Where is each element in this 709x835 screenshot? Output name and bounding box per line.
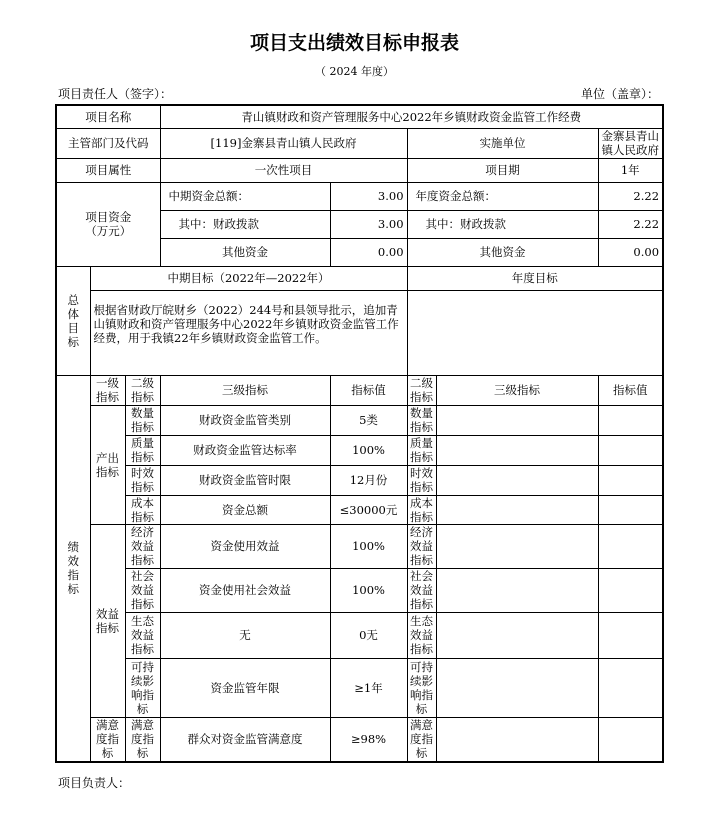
indicator-level2: 成本指标 bbox=[125, 495, 160, 524]
satisfaction-group-label: 满意度指标 bbox=[90, 717, 125, 762]
year-indicator-level2: 经济效益指标 bbox=[407, 524, 436, 568]
indicator-level2: 经济效益指标 bbox=[125, 524, 160, 568]
project-attr-value: 一次性项目 bbox=[160, 158, 407, 182]
year-value-header: 指标值 bbox=[598, 375, 663, 405]
year-other-label: 其他资金 bbox=[407, 238, 598, 266]
indicator-value: 5类 bbox=[330, 405, 407, 435]
indicator-value: 100% bbox=[330, 524, 407, 568]
indicator-level3: 群众对资金监管满意度 bbox=[160, 717, 330, 762]
performance-form-table bbox=[55, 104, 664, 763]
year-total-value: 2.22 bbox=[598, 182, 663, 210]
indicator-level3: 无 bbox=[160, 612, 330, 658]
year-indicator-level3 bbox=[436, 658, 598, 717]
year-indicator-value bbox=[598, 524, 663, 568]
year-other-value: 0.00 bbox=[598, 238, 663, 266]
year-line: （ 2024 年度） bbox=[315, 65, 394, 78]
indicator-level2: 可持续影响指标 bbox=[125, 658, 160, 717]
funds-label: 项目资金（万元） bbox=[56, 182, 160, 266]
year-indicator-level3 bbox=[436, 568, 598, 612]
indicator-value: 100% bbox=[330, 435, 407, 465]
year-fiscal-label: 其中：财政拨款 bbox=[407, 210, 598, 238]
year-indicator-level2: 时效指标 bbox=[407, 465, 436, 495]
year-indicator-level2: 生态效益指标 bbox=[407, 612, 436, 658]
indicator-level3: 资金总额 bbox=[160, 495, 330, 524]
year-total-label: 年度资金总额： bbox=[407, 182, 598, 210]
year-indicator-value bbox=[598, 465, 663, 495]
mid-other-label: 其他资金 bbox=[160, 238, 330, 266]
benefit-group-label: 效益指标 bbox=[90, 524, 125, 717]
objectives-label: 总体目标 bbox=[56, 266, 90, 375]
year-indicator-value bbox=[598, 717, 663, 762]
indicator-value: 100% bbox=[330, 568, 407, 612]
dept-label: 主管部门及代码 bbox=[56, 128, 160, 158]
mid-objective-header: 中期目标（2022年—2022年） bbox=[90, 266, 407, 290]
project-name-label: 项目名称 bbox=[56, 105, 160, 128]
year-indicator-value bbox=[598, 658, 663, 717]
year-indicator-level2: 成本指标 bbox=[407, 495, 436, 524]
indicator-level2: 生态效益指标 bbox=[125, 612, 160, 658]
year-indicator-level2: 数量指标 bbox=[407, 405, 436, 435]
indicator-level3: 资金使用效益 bbox=[160, 524, 330, 568]
year-indicator-level3 bbox=[436, 435, 598, 465]
indicator-level3: 资金监管年限 bbox=[160, 658, 330, 717]
mid-total-value: 3.00 bbox=[330, 182, 407, 210]
year-fiscal-value: 2.22 bbox=[598, 210, 663, 238]
year-indicator-level3 bbox=[436, 465, 598, 495]
year-indicator-level2: 满意度指标 bbox=[407, 717, 436, 762]
impl-unit-label: 实施单位 bbox=[407, 128, 598, 158]
year-indicator-value bbox=[598, 405, 663, 435]
indicator-value: 0无 bbox=[330, 612, 407, 658]
year-objective-header: 年度目标 bbox=[407, 266, 663, 290]
output-group-label: 产出指标 bbox=[90, 405, 125, 524]
year-objective-text bbox=[407, 290, 663, 375]
indicator-value: ≥1年 bbox=[330, 658, 407, 717]
year-indicator-level2: 可持续影响指标 bbox=[407, 658, 436, 717]
page-title: 项目支出绩效目标申报表 bbox=[249, 32, 459, 54]
dept-value: [119]金寨县青山镇人民政府 bbox=[160, 128, 407, 158]
indicators-label: 绩效指标 bbox=[56, 375, 90, 762]
year-indicator-level2: 社会效益指标 bbox=[407, 568, 436, 612]
owner-signature-label: 项目责任人（签字）： bbox=[58, 87, 173, 101]
year-indicator-level3 bbox=[436, 524, 598, 568]
year-indicator-level3 bbox=[436, 495, 598, 524]
year-indicator-level3 bbox=[436, 717, 598, 762]
indicator-level3: 财政资金监管达标率 bbox=[160, 435, 330, 465]
mid-other-value: 0.00 bbox=[330, 238, 407, 266]
indicator-level2: 质量指标 bbox=[125, 435, 160, 465]
mid-total-label: 中期资金总额： bbox=[160, 182, 330, 210]
year-indicator-value bbox=[598, 435, 663, 465]
indicator-level2: 时效指标 bbox=[125, 465, 160, 495]
mid-objective-text: 根据省财政厅皖财乡（2022）244号和县领导批示，追加青山镇财政和资产管理服务中心2022年乡镇财政资金监管工作经费，用于我镇22年乡镇财政资金监管工作。 bbox=[90, 290, 407, 375]
value-header: 指标值 bbox=[330, 375, 407, 405]
indicator-level3: 资金使用社会效益 bbox=[160, 568, 330, 612]
year-indicator-level3 bbox=[436, 612, 598, 658]
indicator-level3: 财政资金监管类别 bbox=[160, 405, 330, 435]
year-indicator-value bbox=[598, 495, 663, 524]
indicator-value: 12月份 bbox=[330, 465, 407, 495]
year-indicator-level3 bbox=[436, 405, 598, 435]
year-indicator-level2: 质量指标 bbox=[407, 435, 436, 465]
indicator-level2: 社会效益指标 bbox=[125, 568, 160, 612]
unit-seal-label: 单位（盖章）： bbox=[580, 87, 659, 101]
project-period-label: 项目期 bbox=[407, 158, 598, 182]
project-period-value: 1年 bbox=[598, 158, 663, 182]
level3-header: 三级指标 bbox=[160, 375, 330, 405]
year-indicator-value bbox=[598, 568, 663, 612]
indicator-level3: 财政资金监管时限 bbox=[160, 465, 330, 495]
mid-fiscal-label: 其中：财政拨款 bbox=[160, 210, 330, 238]
impl-unit-value: 金寨县青山镇人民政府 bbox=[598, 128, 663, 158]
year-level2-header: 二级指标 bbox=[407, 375, 436, 405]
project-attr-label: 项目属性 bbox=[56, 158, 160, 182]
indicator-level2: 满意度指标 bbox=[125, 717, 160, 762]
footer-responsible-label: 项目负责人： bbox=[58, 776, 131, 790]
indicator-level2: 数量指标 bbox=[125, 405, 160, 435]
level1-header: 一级指标 bbox=[90, 375, 125, 405]
level2-header: 二级指标 bbox=[125, 375, 160, 405]
year-level3-header: 三级指标 bbox=[436, 375, 598, 405]
indicator-value: ≤30000元 bbox=[330, 495, 407, 524]
project-name-value: 青山镇财政和资产管理服务中心2022年乡镇财政资金监管工作经费 bbox=[160, 105, 663, 128]
mid-fiscal-value: 3.00 bbox=[330, 210, 407, 238]
year-indicator-value bbox=[598, 612, 663, 658]
indicator-value: ≥98% bbox=[330, 717, 407, 762]
